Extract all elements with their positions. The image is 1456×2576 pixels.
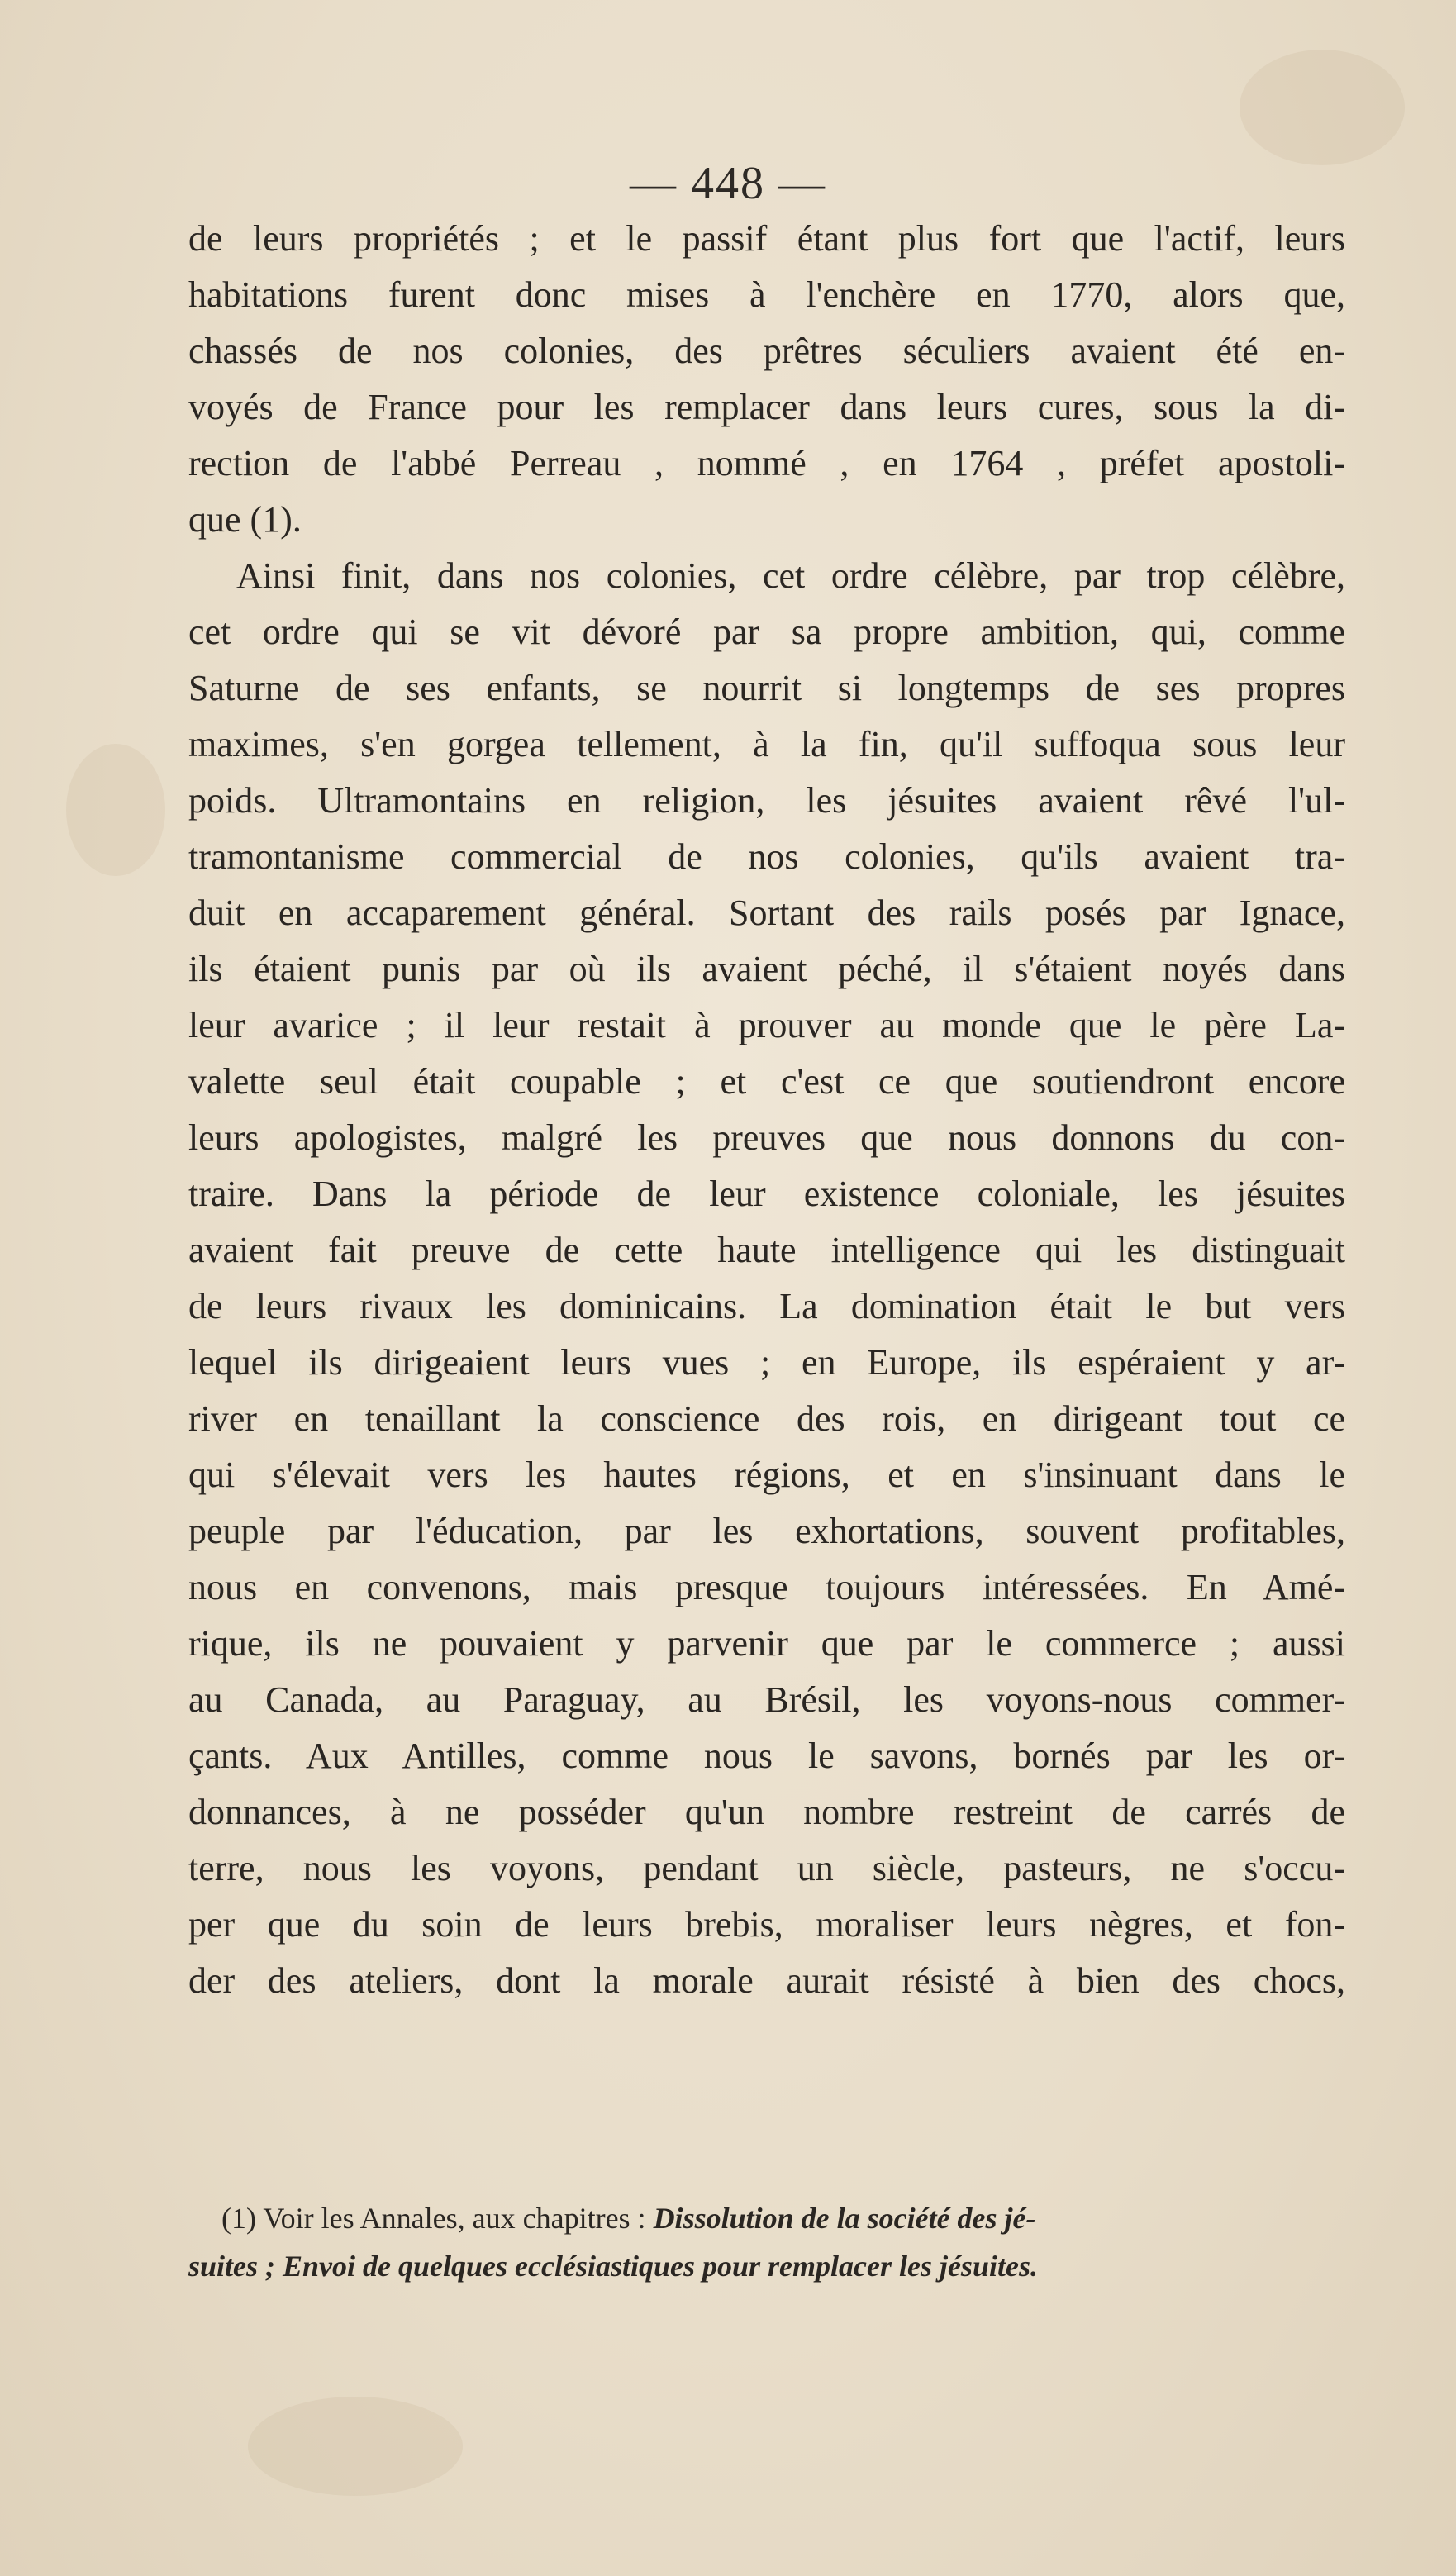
text-line: per que du soin de leurs brebis, moraliser leurs nègres, et fon- [188,1904,1345,1945]
page-number: — 448 — [630,158,826,209]
text-line: duit en accaparement général. Sortant des rails posés par Ignace, [188,893,1345,933]
text-line: au Canada, au Paraguay, au Brésil, les voyons-nous commer- [188,1679,1345,1720]
text-line: terre, nous les voyons, pendant un siècle, pasteurs, ne s'occu- [188,1848,1345,1888]
text-line: de leurs rivaux les dominicains. La domination était le but vers [188,1286,1345,1326]
text-line: nous en convenons, mais presque toujours intéressées. En Amé- [188,1567,1345,1607]
text-line: avaient fait preuve de cette haute intelligence qui les distinguait [188,1230,1345,1270]
text-line: peuple par l'éducation, par les exhortations, souvent profitables, [188,1511,1345,1551]
text-line: cet ordre qui se vit dévoré par sa propre ambition, qui, comme [188,612,1345,652]
footnote-prefix: (1) Voir les Annales, aux chapitres : [221,2202,646,2235]
text-line: que (1). [188,499,302,540]
text-line: Saturne de ses enfants, se nourrit si longtemps de ses propres [188,668,1345,708]
text-line: maximes, s'en gorgea tellement, à la fin, qu'il suffoqua sous leur [188,724,1345,764]
paper-stain [66,744,165,876]
body-text [188,211,1345,2009]
text-line: poids. Ultramontains en religion, les jésuites avaient rêvé l'ul- [188,780,1345,821]
text-line: valette seul était coupable ; et c'est ce que soutiendront encore [188,1061,1345,1102]
footnote [188,2194,1345,2290]
text-line: rique, ils ne pouvaient y parvenir que par le commerce ; aussi [188,1623,1345,1664]
text-line: der des ateliers, dont la morale aurait résisté à bien des chocs, [188,1960,1345,2001]
footnote-line: suites ; Envoi de quelques ecclésiastiques pour remplacer les jésuites. [188,2250,1038,2283]
text-line: habitations furent donc mises à l'enchère en 1770, alors que, [188,274,1345,315]
text-line: chassés de nos colonies, des prêtres séculiers avaient été en- [188,331,1345,371]
text-line: leurs apologistes, malgré les preuves que nous donnons du con- [188,1117,1345,1158]
text-line: çants. Aux Antilles, comme nous le savons, bornés par les or- [188,1736,1345,1776]
footnote-italic: Dissolution de la société des jé- [653,2202,1036,2235]
text-line: qui s'élevait vers les hautes régions, et en s'insinuant dans le [188,1455,1345,1495]
text-line: leur avarice ; il leur restait à prouver au monde que le père La- [188,1005,1345,1045]
text-line: lequel ils dirigeaient leurs vues ; en Europe, ils espéraient y ar- [188,1342,1345,1383]
text-line: rection de l'abbé Perreau , nommé , en 1764 , préfet apostoli- [188,443,1345,483]
paper-stain [1240,50,1405,165]
text-line: de leurs propriétés ; et le passif étant plus fort que l'actif, leurs [188,218,1345,259]
footnote-line [188,2194,1345,2242]
text-line: ils étaient punis par où ils avaient péché, il s'étaient noyés dans [188,949,1345,989]
text-line: river en tenaillant la conscience des rois, en dirigeant tout ce [188,1398,1345,1439]
paper-stain [248,2397,463,2496]
text-line: tramontanisme commercial de nos colonies, qu'ils avaient tra- [188,836,1345,877]
text-line: traire. Dans la période de leur existence coloniale, les jésuites [188,1174,1345,1214]
text-line: Ainsi finit, dans nos colonies, cet ordre célèbre, par trop célèbre, [236,555,1345,596]
text-line: donnances, à ne posséder qu'un nombre restreint de carrés de [188,1792,1345,1832]
text-line: voyés de France pour les remplacer dans leurs cures, sous la di- [188,387,1345,427]
